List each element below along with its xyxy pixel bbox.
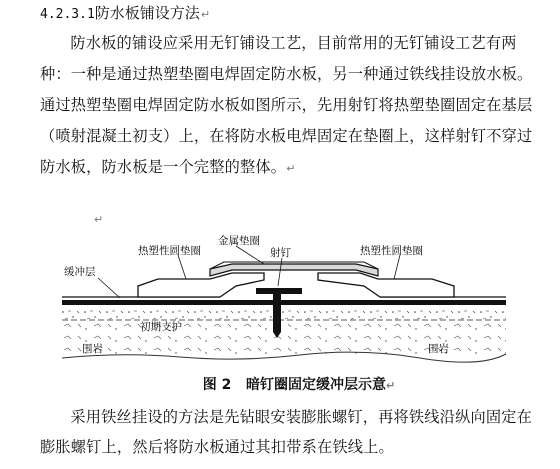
figure-caption bbox=[0, 376, 560, 395]
caption-number: 图 2 bbox=[202, 377, 232, 393]
label-buffer-layer: 缓冲层 bbox=[64, 266, 96, 278]
label-thermo-washer-left: 热塑性圆垫圈 bbox=[138, 245, 201, 257]
section-heading bbox=[40, 4, 210, 24]
paragraph-nail-free-method bbox=[40, 28, 536, 184]
label-thermo-washer-right: 热塑性圆垫圈 bbox=[360, 245, 423, 257]
section-title: 防水板铺设方法 bbox=[94, 4, 200, 22]
label-rock-right: 围岩 bbox=[428, 343, 449, 355]
label-nail: 射钉 bbox=[270, 247, 291, 259]
paragraph-wire-method: 采用铁丝挂设的方法是先钻眼安装膨胀螺钉，再将铁线沿纵向固定在膨胀螺钉上，然后将防水板通过其扣带系在铁线上。 bbox=[40, 408, 533, 456]
nail-head bbox=[256, 288, 302, 294]
label-metal-washer: 金属垫圈 bbox=[218, 235, 260, 247]
buffer-layer-band bbox=[62, 300, 506, 305]
thermo-washer-left bbox=[138, 273, 264, 297]
label-primary-support: 初期支护 bbox=[140, 321, 182, 333]
caption-text: 暗钉圈固定缓冲层示意 bbox=[246, 377, 387, 393]
nail-shank bbox=[273, 294, 281, 332]
section-number: 4.2.3.1 bbox=[40, 7, 95, 22]
paragraph-mark-icon: ↵ bbox=[386, 379, 396, 392]
label-rock-left: 围岩 bbox=[82, 343, 103, 355]
paragraph-mark-icon: ↵ bbox=[94, 213, 104, 226]
paragraph-mark-icon: ↵ bbox=[286, 162, 296, 175]
paragraph-text: 防水板的铺设应采用无钉铺设工艺，目前常用的无钉铺设工艺有两种：一种是通过热塑垫圈电焊固定防水板，另一种通过铁线挂设放水板。通过热塑垫圈电焊固定防水板如图所示，先用射钉将热塑垫圈固定在基层（喷射混凝土初支）上，在将防水板电焊固定在垫圈上，这样射钉不穿过防水板，防水板是一个完整的整体。 bbox=[40, 34, 533, 176]
washer-fixing-diagram bbox=[60, 224, 530, 364]
primary-support-layer bbox=[62, 304, 506, 320]
paragraph-mark-icon: ↵ bbox=[200, 8, 211, 21]
thermo-washer-right bbox=[318, 273, 454, 297]
